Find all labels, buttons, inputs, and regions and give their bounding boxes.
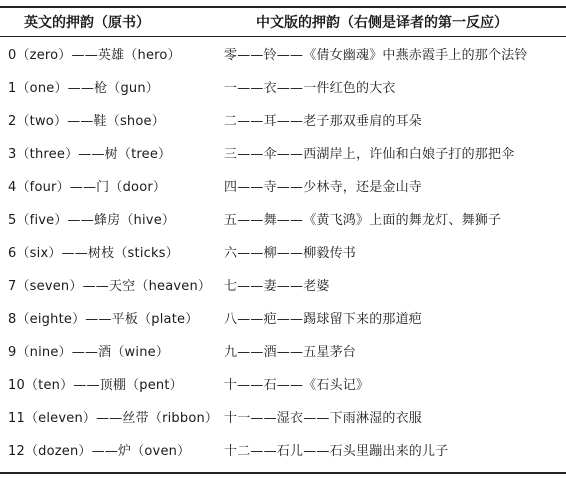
chinese-rhyme-cell: 七——妻——老婆 bbox=[224, 279, 330, 294]
column-header-english: 英文的押韵（原书） bbox=[24, 15, 150, 31]
english-rhyme-cell: 6（six）——树枝（sticks） bbox=[8, 246, 179, 261]
english-rhyme-cell: 12（dozen）——炉（oven） bbox=[8, 444, 191, 459]
chinese-rhyme-cell: 五——舞——《黄飞鸿》上面的舞龙灯、舞狮子 bbox=[224, 213, 502, 228]
english-rhyme-cell: 0（zero）——英雄（hero） bbox=[8, 48, 181, 63]
chinese-rhyme-cell: 八——疤——踢球留下来的那道疤 bbox=[224, 312, 423, 327]
chinese-rhyme-cell: 四——寺——少林寺，还是金山寺 bbox=[224, 180, 423, 195]
english-rhyme-cell: 2（two）——鞋（shoe） bbox=[8, 114, 165, 129]
column-header-chinese: 中文版的押韵（右侧是译者的第一反应） bbox=[256, 15, 508, 31]
table-row bbox=[0, 73, 566, 106]
english-rhyme-cell: 10（ten）——顶棚（pent） bbox=[8, 378, 183, 393]
table-row bbox=[0, 370, 566, 403]
table-row bbox=[0, 106, 566, 139]
english-rhyme-cell: 7（seven）——天空（heaven） bbox=[8, 279, 212, 294]
english-rhyme-cell: 11（eleven）——丝带（ribbon） bbox=[8, 411, 219, 426]
chinese-rhyme-cell: 九——酒——五星茅台 bbox=[224, 345, 357, 360]
table-row bbox=[0, 304, 566, 337]
table-row bbox=[0, 337, 566, 370]
chinese-rhyme-cell: 零——铃——《倩女幽魂》中燕赤霞手上的那个法铃 bbox=[224, 48, 528, 63]
table-row bbox=[0, 271, 566, 304]
chinese-rhyme-cell: 十一——湿衣——下雨淋湿的衣服 bbox=[224, 411, 423, 426]
chinese-rhyme-cell: 六——柳——柳毅传书 bbox=[224, 246, 357, 261]
english-rhyme-cell: 1（one）——枪（gun） bbox=[8, 81, 159, 96]
table-row bbox=[0, 40, 566, 73]
table-row bbox=[0, 172, 566, 205]
english-rhyme-cell: 5（five）——蜂房（hive） bbox=[8, 213, 176, 228]
chinese-rhyme-cell: 十二——石儿——石头里蹦出来的儿子 bbox=[224, 444, 449, 459]
table-top-rule bbox=[0, 6, 566, 8]
english-rhyme-cell: 8（eighte）——平板（plate） bbox=[8, 312, 199, 327]
chinese-rhyme-cell: 二——耳——老子那双垂肩的耳朵 bbox=[224, 114, 423, 129]
table-row bbox=[0, 403, 566, 436]
chinese-rhyme-cell: 十——石——《石头记》 bbox=[224, 378, 370, 393]
english-rhyme-cell: 9（nine）——酒（wine） bbox=[8, 345, 170, 360]
chinese-rhyme-cell: 三——伞——西湖岸上，许仙和白娘子打的那把伞 bbox=[224, 147, 515, 162]
table-header-rule bbox=[0, 36, 566, 37]
chinese-rhyme-cell: 一——衣——一件红色的大衣 bbox=[224, 81, 396, 96]
table-row bbox=[0, 205, 566, 238]
table-row bbox=[0, 139, 566, 172]
english-rhyme-cell: 4（four）——门（door） bbox=[8, 180, 167, 195]
english-rhyme-cell: 3（three）——树（tree） bbox=[8, 147, 172, 162]
table-row bbox=[0, 238, 566, 271]
table-row bbox=[0, 436, 566, 469]
table-bottom-rule bbox=[0, 472, 566, 474]
